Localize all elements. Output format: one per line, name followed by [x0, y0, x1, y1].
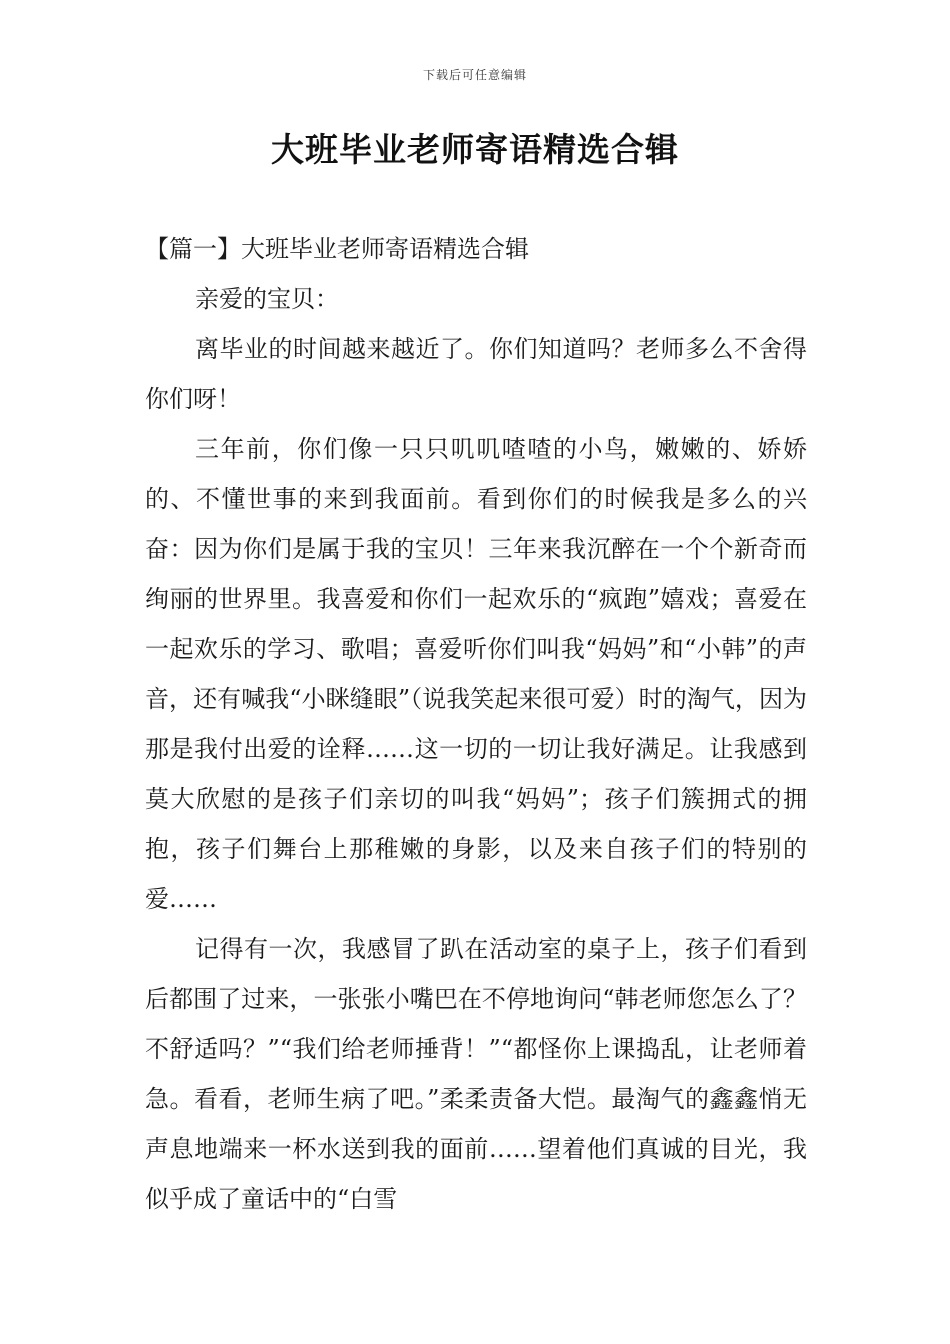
body-paragraph: 离毕业的时间越来越近了。你们知道吗？老师多么不舍得你们呀！ — [145, 335, 807, 413]
document-title: 大班毕业老师寄语精选合辑 — [271, 130, 679, 169]
body-paragraph: 三年前，你们像一只只叽叽喳喳的小鸟，嫩嫩的、娇娇的、不懂世事的来到我面前。看到你们的时候我是多么的兴奋：因为你们是属于我的宝贝！三年来我沉醉在一个个新奇而绚丽的世界里。我喜爱和你们一起欢乐的“疯跑”嬉戏；喜爱在一起欢乐的学习、歌唱；喜爱听你们叫我“妈妈”和“小韩”的声音，还有喊我“小眯缝眼”（说我笑起来很可爱）时的淘气，因为那是我付出爱的诠释……这一切的一切让我好满足。让我感到莫大欣慰的是孩子们亲切的叫我“妈妈”；孩子们簇拥式的拥抱，孩子们舞台上那稚嫩的身影，以及来自孩子们的特别的爱…… — [145, 435, 807, 913]
header-note: 下载后可任意编辑 — [422, 68, 527, 82]
document-body — [145, 224, 807, 1224]
section-heading: 【篇一】大班毕业老师寄语精选合辑 — [145, 235, 529, 263]
body-paragraph: 记得有一次，我感冒了趴在活动室的桌子上，孩子们看到后都围了过来，一张张小嘴巴在不停地询问“韩老师您怎么了？不舒适吗？”“我们给老师捶背！”“都怪你上课捣乱，让老师着急。看看，老师生病了吧。”柔柔责备大恺。最淘气的鑫鑫悄无声息地端来一杯水送到我的面前……望着他们真诚的目光，我似乎成了童话中的“白雪 — [145, 935, 807, 1213]
greeting-paragraph: 亲爱的宝贝： — [195, 285, 339, 313]
